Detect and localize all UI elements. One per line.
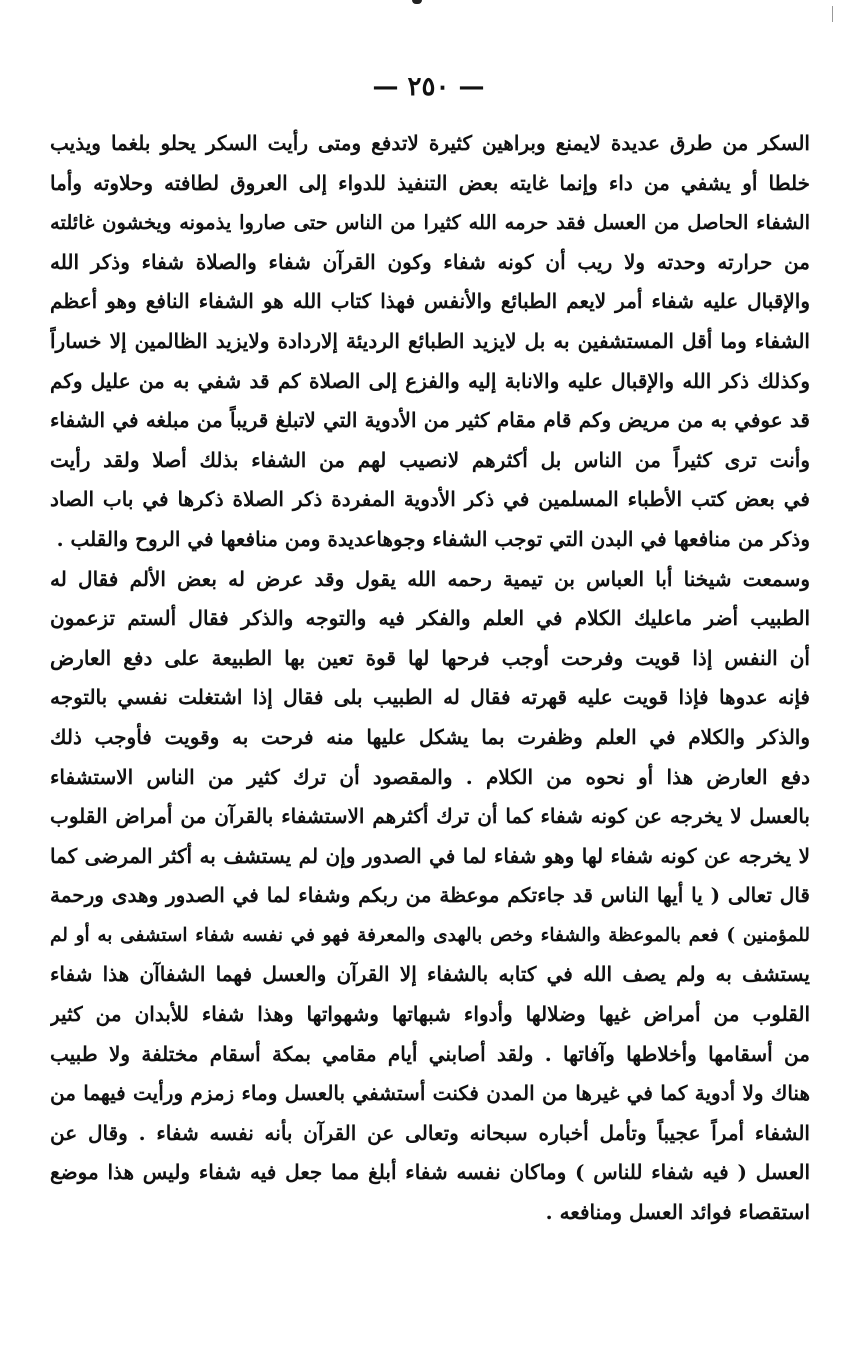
text-line: بالعسل لا يخرجه عن كونه شفاء كما أن ترك أكثرهم الاستشفاء بالقرآن من أمراض القلوب — [50, 804, 810, 829]
text-line: فإنه عدوها فإذا قويت عليه قهرته فقال له الطبيب بلى فقال إذا اشتغلت نفسي بالتوجه — [50, 685, 810, 710]
text-line: وسمعت شيخنا أبا العباس بن تيمية رحمه الله يقول وقد عرض له بعض الألم فقال له — [50, 566, 810, 591]
text-line: القلوب من أمراض غيها وضلالها وأدواء شبهاتها وشهواتها وهذا شفاء للأبدان من كثير — [50, 1002, 810, 1027]
text-line: في بعض كتب الأطباء المسلمين في ذكر الأدوية المفردة ذكر الصلاة ذكرها في باب الصاد — [50, 487, 810, 512]
text-line: الشفاء وما أقل المستشفين به بل لايزيد الطبائع الرديئة إلاردادة ولايزيد الظالمين إلا خساراً — [50, 328, 810, 353]
text-line: الشفاء الحاصل من العسل فقد حرمه الله كثيرا من الناس حتى صاروا يذمونه ويخشون غائلته — [50, 211, 810, 235]
text-line: الطبيب أضر ماعليك الكلام في العلم والفكر فيه والتوجه والذكر فقال ألستم تزعمون — [50, 606, 810, 631]
page-number: — ٢٥٠ — — [372, 72, 485, 102]
text-line: قد عوفي به من مريض وكم قام مقام كثير من الأدوية التي لاتبلغ قريباً من مبلغه في الشفاء — [50, 408, 810, 433]
text-line: وأنت ترى كثيراً من الناس بل أكثرهم لانصيب لهم من الشفاء بذلك أصلا ولقد رأيت — [50, 447, 810, 472]
text-line: خلطا أو يشفي من داء وإنما غايته بعض التنفيذ للدواء إلى العروق لطافته وحلاوته وأما — [50, 170, 810, 195]
text-line: وكذلك ذكر الله والإقبال عليه والانابة إليه والفزع إلى الصلاة كم قد شفي به من عليل وكم — [50, 368, 810, 393]
text-line: السكر من طرق عديدة لايمنع وبراهين كثيرة لاتدفع ومتى رأيت السكر يحلو بلغما ويذيب — [50, 131, 810, 155]
text-line: قال تعالى ( يا أيها الناس قد جاءتكم موعظة من ربكم وشفاء لما في الصدور وهدى ورحمة — [50, 883, 810, 908]
text-line: لا يخرجه عن كونه شفاء لها وهو شفاء لما في الصدور وإن لم يستشف به أكثر المرضى كما — [50, 843, 810, 868]
text-line: هناك ولا أدوية كما في غيرها من المدن فكنت أستشفي بالعسل وماء زمزم ورأيت فيهما من — [50, 1081, 810, 1106]
text-line: استقصاء فوائد العسل ومنافعه . — [545, 1200, 810, 1225]
text-line: من حرارته وحدته ولا ريب أن كونه شفاء وكون القرآن شفاء والصلاة شفاء وذكر الله — [50, 249, 810, 274]
text-line: من أسقامها وأخلاطها وآفاتها . ولقد أصابني أيام مقامي بمكة أسقام مختلفة ولا طبيب — [50, 1041, 810, 1066]
text-line: للمؤمنين ) فعم بالموعظة والشفاء وخص بالهدى والمعرفة فهو في نفسه شفاء استشفى به أو لم — [50, 924, 810, 946]
text-line: دفع العارض هذا أو نحوه من الكلام . والمقصود أن ترك كثير من الناس الاستشفاء — [50, 764, 810, 789]
text-line: العسل ( فيه شفاء للناس ) وماكان نفسه شفاء أبلغ مما جعل فيه شفاء وليس هذا موضع — [50, 1160, 810, 1185]
body-text — [50, 124, 810, 1233]
margin-tick-mark — [832, 6, 833, 22]
text-line: والإقبال عليه شفاء أمر لايعم الطبائع والأنفس فهذا كتاب الله هو الشفاء النافع وهو أعظم — [50, 289, 810, 314]
scan-artifact-mark — [412, 0, 422, 4]
text-line: وذكر من منافعها في البدن التي توجب الشفاء وجوهاعديدة ومن منافعها في الروح والقلب . — [56, 526, 810, 551]
text-line: والذكر والكلام في العلم وظفرت بما يشكل عليها منه فرحت به وقويت فأوجب ذلك — [50, 724, 810, 749]
text-line: يستشف به ولم يصف الله في كتابه بالشفاء إلا القرآن والعسل فهما الشفاآن هذا شفاء — [50, 962, 810, 987]
text-line: أن النفس إذا قويت وفرحت أوجب فرحها لها قوة تعين بها الطبيعة على دفع العارض — [50, 645, 810, 670]
text-line: الشفاء أمراً عجيباً وتأمل أخباره سبحانه وتعالى عن القرآن بأنه نفسه شفاء . وقال عن — [50, 1120, 810, 1145]
